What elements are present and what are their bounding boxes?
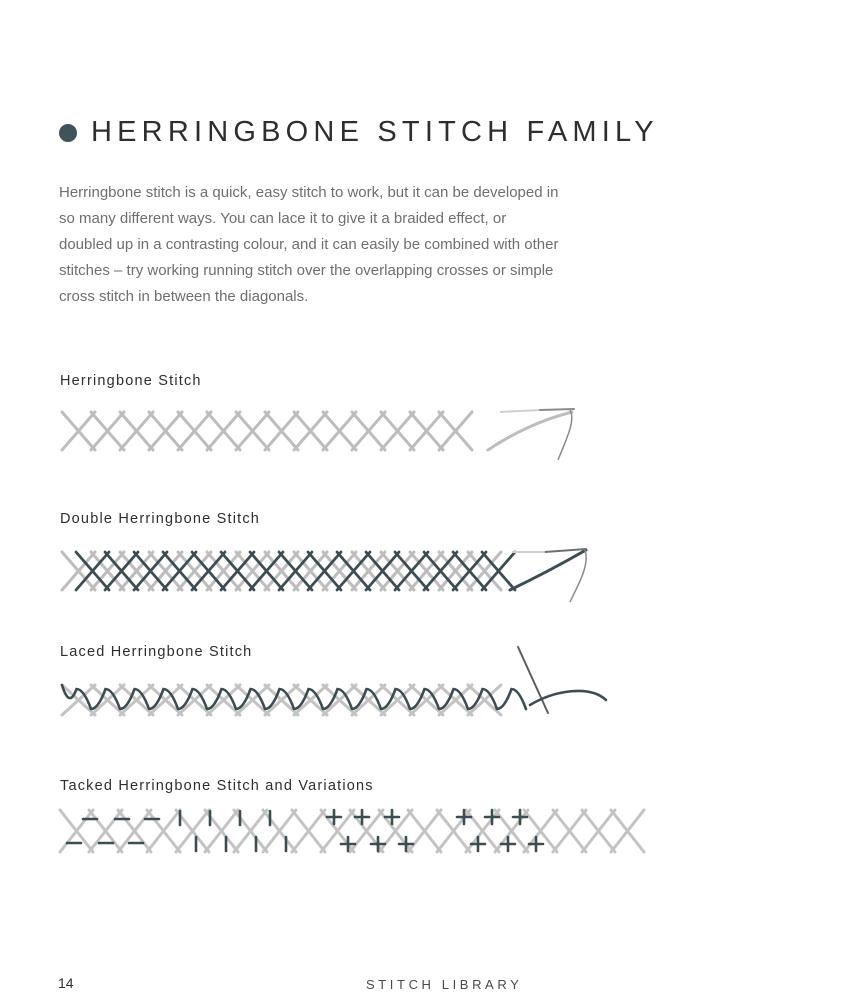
running-footer-title: STITCH LIBRARY	[366, 977, 523, 992]
herringbone-icon	[0, 400, 860, 470]
stitch-label-double-herringbone: Double Herringbone Stitch	[60, 511, 261, 527]
heading-bullet-icon	[59, 124, 77, 142]
intro-paragraph: Herringbone stitch is a quick, easy stitch to work, but it can be developed in so many different ways. You can lace it to give it a braided effect, or doubled up in a contrasting colour, and it can easily be combined with other stitches – try working running stitch over the overlapping crosses or simple cross stitch in between the diagonals.	[59, 184, 559, 305]
tacked-herringbone-icon	[0, 802, 860, 862]
stitch-label-tacked-herringbone: Tacked Herringbone Stitch and Variations	[60, 778, 374, 794]
page-number: 14	[58, 975, 74, 991]
herringbone-illustration	[0, 400, 860, 470]
laced-herringbone-illustration	[0, 645, 860, 725]
stitch-label-herringbone: Herringbone Stitch	[60, 373, 202, 389]
double-herringbone-icon	[0, 540, 860, 610]
page-title: HERRINGBONE STITCH FAMILY	[91, 116, 659, 148]
double-herringbone-illustration	[0, 540, 860, 610]
tacked-herringbone-illustration	[0, 802, 860, 862]
laced-herringbone-icon	[0, 645, 860, 725]
stitch-label-laced-herringbone: Laced Herringbone Stitch	[60, 644, 253, 660]
